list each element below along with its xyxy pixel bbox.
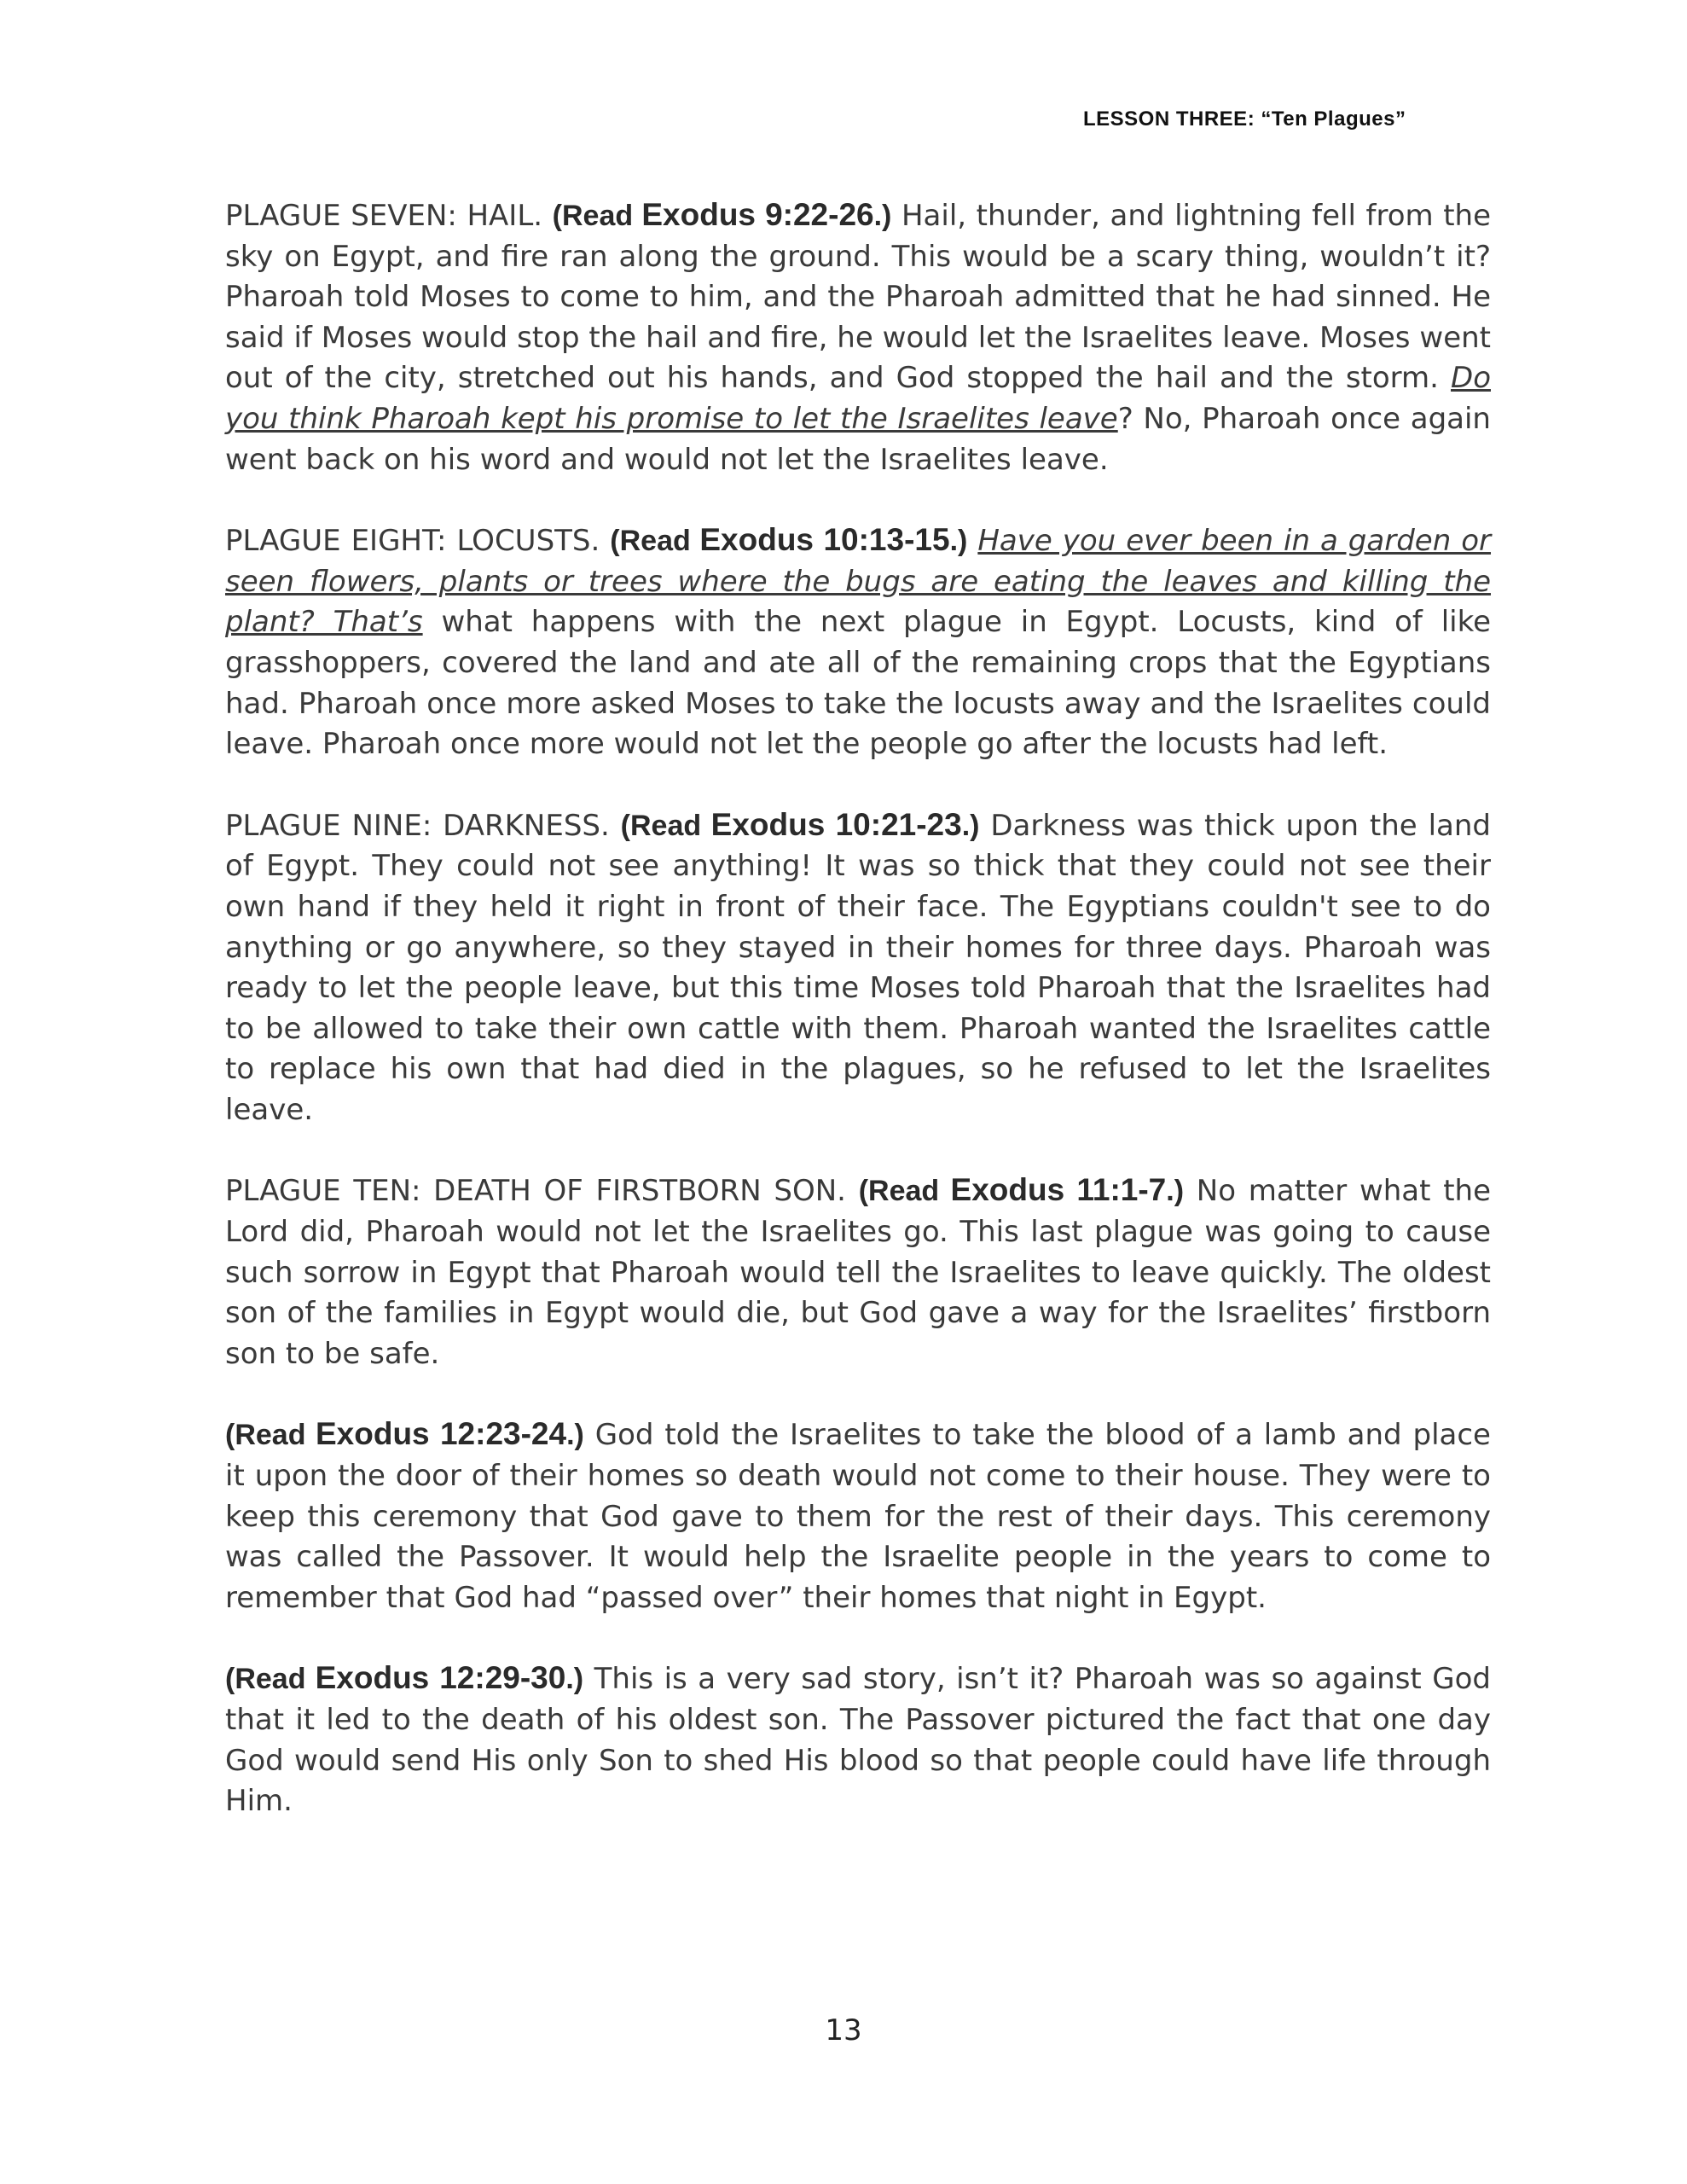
section-plague-eight	[201, 520, 1491, 765]
discussion-question: Do you think Pharoah kept his promise to let the Israelites leave	[225, 361, 1491, 436]
reference-passage: Exodus 12:29-30	[315, 1660, 566, 1696]
section-heading: PLAGUE SEVEN: HAIL.	[225, 199, 543, 233]
section-plague-ten	[201, 1170, 1491, 1374]
lesson-header	[1083, 107, 1406, 131]
section-body-continued: ? No, Pharoah once again went back on his word and would not let the Israelites leave.	[225, 401, 1491, 477]
scripture-reference	[225, 1660, 584, 1696]
page-number: 13	[825, 2013, 862, 2048]
reference-read: (Read	[552, 200, 634, 232]
reference-close: .)	[565, 1663, 584, 1696]
lesson-label: LESSON THREE:	[1083, 107, 1255, 131]
scripture-reference	[552, 197, 892, 232]
reference-close: .)	[566, 1419, 584, 1452]
reference-read: (Read	[610, 525, 691, 558]
reference-close: .)	[873, 200, 892, 232]
section-heading: PLAGUE NINE: DARKNESS.	[225, 808, 610, 843]
section-body: God told the Israelites to take the blood of a lamb and place it upon the door of their homes so death would not come to their house. They were to keep this ceremony that God gave to them for the rest of their days. This ceremony was called the Passover. It would help the Israelite people in the years to come to remember that God had “passed over” their homes that night in Egypt.	[225, 1418, 1491, 1615]
reference-read: (Read	[620, 809, 702, 842]
reference-read: (Read	[225, 1419, 306, 1452]
reference-passage: Exodus 10:13-15	[699, 522, 950, 558]
section-body: No matter what the Lord did, Pharoah would not let the Israelites go. This last plague was going to cause such sorrow in Egypt that Pharoah would tell the Israelites to leave quickly. The oldest son of the families in Egypt would die, but God gave a way for the Israelites’ firstborn son to be safe.	[225, 1174, 1491, 1371]
reference-passage: Exodus 9:22-26	[641, 197, 874, 232]
section-heading: PLAGUE EIGHT: LOCUSTS.	[225, 524, 600, 559]
section-plague-seven	[201, 195, 1491, 480]
reference-passage: Exodus 10:21-23	[710, 806, 962, 842]
scripture-reference	[620, 806, 980, 842]
section-heading: PLAGUE TEN: DEATH OF FIRSTBORN SON.	[225, 1174, 846, 1209]
reference-passage: Exodus 12:23-24	[315, 1416, 567, 1452]
reference-close: .)	[949, 525, 968, 558]
scripture-reference	[858, 1172, 1185, 1208]
reference-read: (Read	[225, 1663, 306, 1696]
section-body: Darkness was thick upon the land of Egypt. They could not see anything! It was so thick that they could not see their own hand if they held it right in front of their face. The Egyptians couldn't see to do anything or go anywhere, so they stayed in their homes for three days. Pharoah was ready to let the people leave, but this time Moses told Pharoah that the Israelites had to be allowed to take their own cattle with them. Pharoah wanted the Israelites cattle to replace his own that had died in the plagues, so he refused to let the Israelites leave.	[225, 808, 1491, 1127]
section-body: what happens with the next plague in Egypt. Locusts, kind of like grasshoppers, covered the land and ate all of the remaining crops that the Egyptians had. Pharoah once more asked Moses to take the locusts away and the Israelites could leave. Pharoah once more would not let the people go after the locusts had left.	[225, 605, 1491, 762]
reference-close: .)	[961, 809, 980, 842]
section-body: Hail, thunder, and lightning fell from the sky on Egypt, and fire ran along the ground. This would be a scary thing, wouldn’t it? Pharoah told Moses to come to him, and the Pharoah admitted that he had sinned. He said if Moses would stop the hail and fire, he would let the Israelites leave. Moses went out of the city, stretched out his hands, and God stopped the hail and the storm.	[225, 199, 1492, 396]
lesson-body	[201, 195, 1491, 1862]
lesson-title: “Ten Plagues”	[1261, 107, 1406, 131]
scripture-reference	[225, 1416, 584, 1452]
reference-close: .)	[1166, 1175, 1185, 1208]
section-body: This is a very sad story, isn’t it? Pharoah was so against God that it led to the death of his oldest son. The Passover pictured the fact that one day God would send His only Son to shed His blood so that people could have life through Him.	[225, 1662, 1491, 1819]
section-plague-nine	[201, 804, 1491, 1131]
scripture-reference	[610, 522, 968, 558]
reference-read: (Read	[858, 1175, 940, 1208]
discussion-question: Have you ever been in a garden or seen flowers, plants or trees where the bugs are eating the leaves and killing the plant? That’s	[225, 524, 1492, 640]
section-passover	[201, 1414, 1491, 1618]
section-firstborn-death	[201, 1658, 1491, 1821]
reference-passage: Exodus 11:1-7	[950, 1172, 1167, 1208]
